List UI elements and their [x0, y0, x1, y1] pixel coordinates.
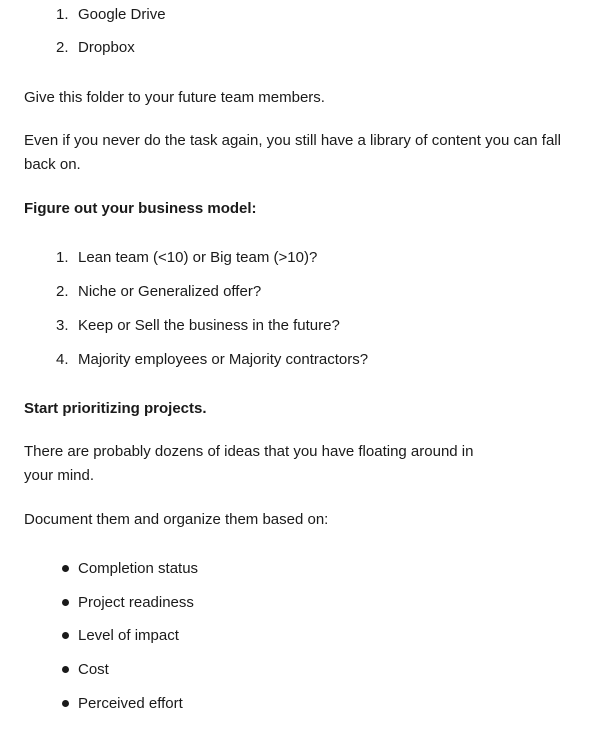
list-item-text: Niche or Generalized offer?	[78, 283, 262, 300]
heading-prioritizing: Start prioritizing projects.	[24, 400, 207, 417]
paragraph-ideas-line2: your mind.	[24, 467, 95, 484]
list-item-text: Majority employees or Majority contractors?	[78, 351, 369, 368]
heading-business-model: Figure out your business model:	[24, 200, 257, 217]
bullet-item-text: Level of impact	[78, 627, 179, 644]
bullet-item-impact	[56, 626, 179, 646]
bullet-item-text: Completion status	[78, 560, 199, 577]
bullet-item-text: Perceived effort	[78, 695, 183, 712]
bullet-item-text: Cost	[78, 661, 109, 678]
list-marker: 3.	[56, 317, 69, 334]
list-marker: 2.	[56, 283, 69, 300]
list-marker: 1.	[56, 249, 69, 266]
list-item-employees	[56, 350, 368, 370]
list-item-dropbox	[56, 38, 135, 58]
bullet-icon	[62, 666, 69, 673]
list-marker: 4.	[56, 351, 69, 368]
bullet-icon	[62, 599, 69, 606]
paragraph-library-line1: Even if you never do the task again, you still have a library of content you can fall	[24, 132, 561, 149]
paragraph-folder: Give this folder to your future team members.	[24, 89, 325, 106]
list-item-offer	[56, 282, 261, 302]
bullet-item-completion	[56, 559, 198, 579]
bullet-icon	[62, 700, 69, 707]
list-item-keep-or-sell	[56, 316, 340, 336]
paragraph-document: Document them and organize them based on:	[24, 511, 329, 528]
list-marker: 2.	[56, 39, 69, 56]
bullet-item-readiness	[56, 593, 194, 613]
list-item-text: Lean team (<10) or Big team (>10)?	[78, 249, 318, 266]
paragraph-library-line2: back on.	[24, 156, 81, 173]
bullet-item-effort	[56, 694, 183, 714]
list-marker: 1.	[56, 6, 69, 23]
paragraph-ideas-line1: There are probably dozens of ideas that you have floating around in	[24, 443, 474, 460]
bullet-icon	[62, 632, 69, 639]
list-item-text: Dropbox	[78, 39, 135, 56]
list-item-team-size	[56, 248, 317, 268]
bullet-item-cost	[56, 660, 109, 680]
list-item-google-drive	[56, 5, 166, 25]
bullet-icon	[62, 565, 69, 572]
bullet-item-text: Project readiness	[78, 594, 194, 611]
list-item-text: Google Drive	[78, 6, 166, 23]
list-item-text: Keep or Sell the business in the future?	[78, 317, 340, 334]
